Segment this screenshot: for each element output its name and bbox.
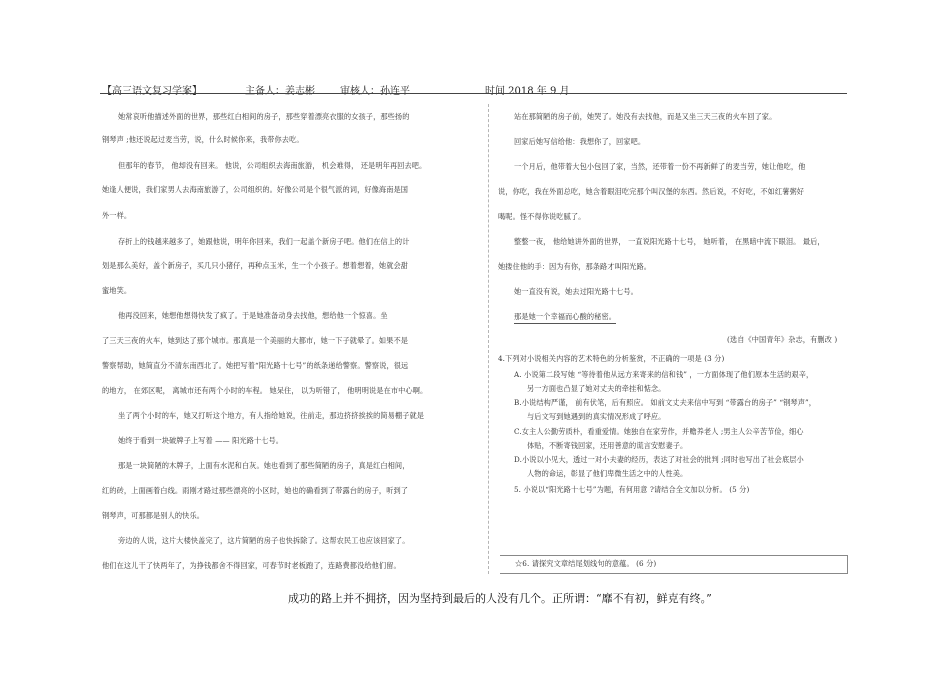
left-line: 蜜地笑。	[102, 286, 132, 295]
left-line: 划是那么美好，盖个新房子，买几只小猪仔，再种点玉米，生一个小孩子。想着想着，她就会甜	[102, 261, 409, 270]
left-line: 她逢人便说，我们家男人去海南旅游了，公司组织的。好像公司是个很气派的词，好像海南是国	[102, 185, 409, 194]
footer-quote: 成功的路上并不拥挤，因为坚持到最后的人没有几个。正所谓：“靡不有初，鲜克有终。”	[288, 592, 712, 605]
reviewer-label: 审核人：孙连平	[340, 86, 410, 97]
underlined-ending-sentence: 那是她一个幸福而心酸的秘密。	[514, 312, 616, 324]
option-c: C.女主人公勤劳质朴，看重爱情。她独自在家劳作，并赡养老人 ;男主人公辛苦节俭，细心	[514, 427, 804, 436]
column-divider	[488, 104, 489, 574]
option-a: A. 小说第二段写她 “等待着他从远方来寄来的信和钱” ，一方面体现了他们原本生活的艰辛，	[514, 370, 814, 379]
left-line: 他们在这儿干了快两年了，为挣钱都舍不得回家，可春节时老板跑了，连路费都没给他们留。	[102, 561, 401, 570]
option-a-cont: 另一方面也凸显了她对丈夫的牵挂和惦念。	[527, 384, 666, 393]
source-note: (选自《中国青年》杂志，有删改 )	[727, 335, 838, 344]
option-d-cont: 人物的命运，彰显了他们卑微生活之中的人性美。	[527, 469, 688, 478]
left-line: 外一样。	[102, 211, 132, 220]
option-d: D.小说以小见大，透过一对小夫妻的经历，表达了对社会的批判 ;同时也写出了社会底层小	[514, 455, 804, 464]
left-line: 的地方， 在郊区呢， 离城市还有两个小时的车程。 她呆住， 以为听错了， 他明明说是在市中心啊。	[102, 386, 428, 395]
option-b: B.小说结构严谨， 前有伏笔，后有照应。 如前文丈夫来信中写到 “带露台的房子” “钢琴声”，	[514, 398, 817, 407]
left-line: 那是一块简陋的木牌子，上面有水泥和白灰。她也看到了那些简陋的房子，真是红白相间，	[118, 461, 410, 470]
left-line: 钢琴声 ;他还说起过麦当劳，说，什么时候你来，我带你去吃。	[102, 135, 304, 144]
left-line: 了三天三夜的火车，她到达了那个城市。那真是一个美丽的大都市，她一下子就晕了。如果不是	[102, 336, 409, 345]
left-line: 钢琴声，可那都是别人的快乐。	[102, 511, 205, 520]
left-line: 她常哀听他描述外面的世界，那些红白相间的房子，那些穿着漂亮衣服的女孩子，那些扬的	[118, 112, 410, 121]
question-6: ☆6. 请探究文章结尾划线句的意蕴。 (6 分)	[515, 559, 657, 568]
right-line: 一个月后，他带着大包小包回了家，当然，还带着一份不再新鲜了的麦当劳，她让他吃，他	[514, 162, 806, 171]
right-line: 她一直没有说，她去过阳光路十七号。	[514, 287, 638, 296]
right-line: 整整一夜， 他给她讲外面的世界， 一直说阳光路十七号， 她听着， 在黑暗中流下眼泪。 最后，	[514, 237, 825, 246]
left-line: 存折上的钱越来越多了，她跟他说，明年你回来，我们一起盖个新房子吧。他们在信上的计	[118, 237, 410, 246]
left-line: 旁边的人说，这片大楼快盖完了，这片简陋的房子也快拆除了。这帮农民工也应该回家了。	[118, 536, 410, 545]
right-line: 喝呢。怪不得你说吃腻了。	[498, 212, 586, 221]
left-line: 警察帮助，她简直分不清东南西北了。她把写着“阳光路十七号”的纸条递给警察。警察说，很远	[102, 361, 409, 370]
option-c-cont: 体贴，不断寄钱回家，还用善意的谎言安慰妻子。	[527, 441, 688, 450]
right-line: 站在那简陋的房子前，她哭了。她没有去找他，而是又坐三天三夜的火车回了家。	[514, 112, 777, 121]
date-label: 时间 2018 年 9 月	[485, 86, 570, 97]
right-line: 回家后她写信给他：我想你了，回家吧。	[514, 137, 646, 146]
preparer-label: 主备人：姜志彬	[245, 86, 315, 97]
left-line: 但那年的春节， 他却没有回来。 他说，公司组织去海南旅游， 机会难得， 还是明年再回去吧。	[118, 161, 427, 170]
left-line: 坐了两个小时的车，她又打听这个地方，有人指给她说，往前走，那边挤挤挨挨的简易棚子就是	[118, 411, 425, 420]
right-line: 她搂住他的手：因为有你，那条路才叫阳光路。	[498, 262, 652, 271]
left-line: 她终于看到一块破牌子上写着 —— 阳光路十七号。	[118, 436, 284, 445]
left-line: 他再没回来，她想他想得快发了疯了。于是她准备动身去找他，想给他一个惊喜。坐	[118, 311, 388, 320]
question-4-stem: 4.下列对小说相关内容的艺术特色的分析鉴赏，不正确的一项是 (3 分)	[498, 354, 725, 363]
right-line: 说，你吃，我在外面总吃，她含着眼泪吃完那个叫汉堡的东西。然后说，不好吃，不如红薯粥好	[498, 187, 805, 196]
doc-type-label: 【高三语文复习学案】	[102, 86, 202, 97]
header-rule	[100, 93, 847, 94]
left-line: 红的砖，上面画着白线。雨刚才路过那些漂亮的小区时，她也的确看到了带露台的房子，听到了	[102, 486, 409, 495]
question-5: 5. 小说以“阳光路十七号”为题，有何用意 ?请结合全文加以分析。 (5 分)	[514, 485, 750, 494]
option-b-cont: 与后文写到她遇到的真实情况形成了呼应。	[527, 412, 666, 421]
